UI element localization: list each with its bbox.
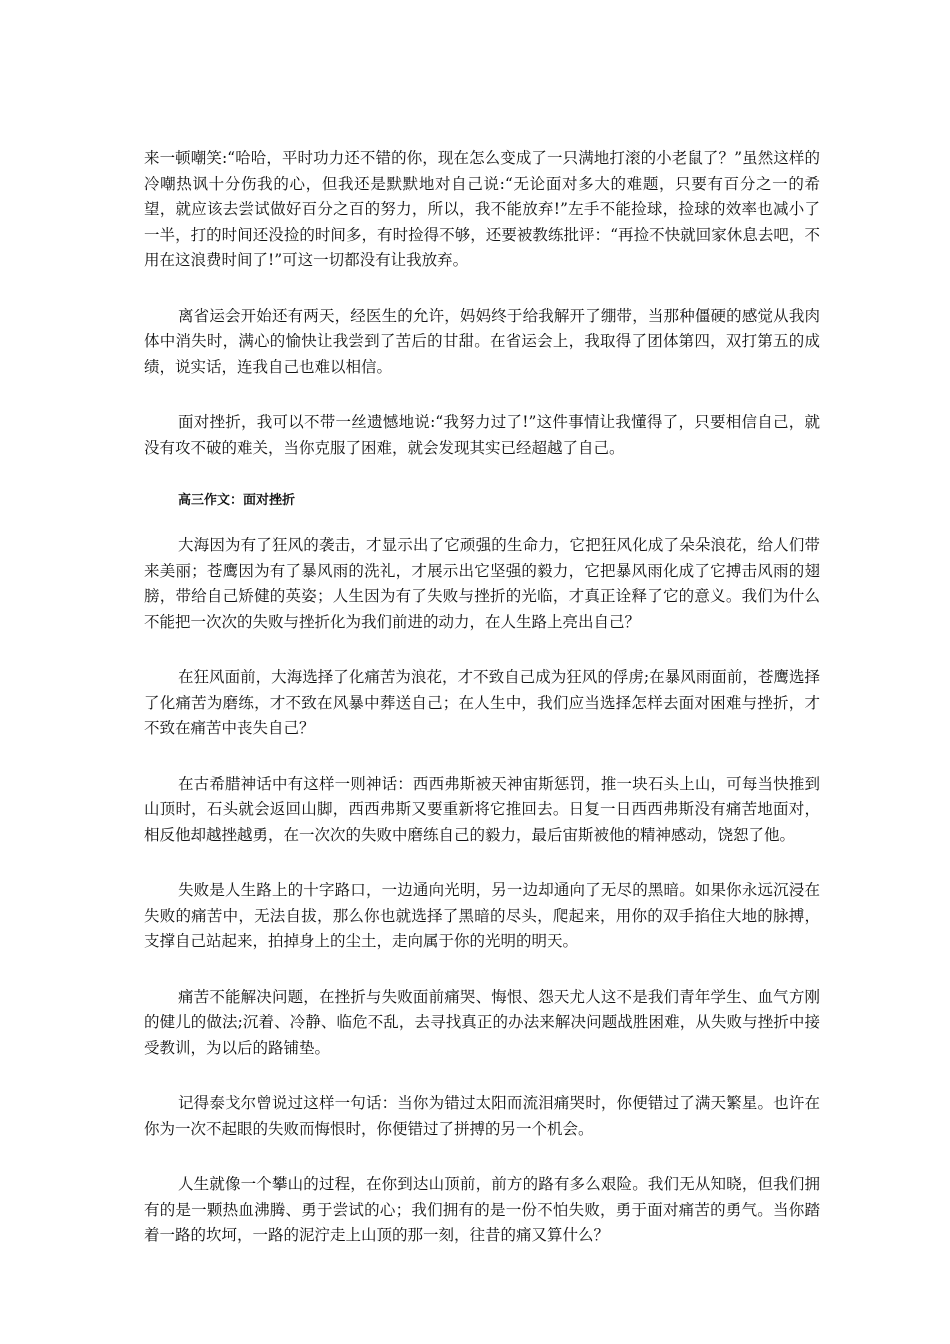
paragraph: 记得泰戈尔曾说过这样一句话：当你为错过太阳而流泪痛哭时，你便错过了满天繁星。也许在你为一次不起眼的失败而悔恨时，你便错过了拼搏的另一个机会。 (144, 1094, 820, 1138)
document-body (144, 146, 820, 1279)
paragraph: 离省运会开始还有两天，经医生的允许，妈妈终于给我解开了绷带，当那种僵硬的感觉从我肉体中消失时，满心的愉快让我尝到了苦后的甘甜。在省运会上，我取得了团体第四，双打第五的成绩，说实话，连我自己也难以相信。 (144, 306, 820, 376)
paragraph: 在古希腊神话中有这样一则神话：西西弗斯被天神宙斯惩罚，推一块石头上山，可每当快推到山顶时，石头就会返回山脚，西西弗斯又要重新将它推回去。日复一日西西弗斯没有痛苦地面对，相反他却越挫越勇，在一次次的失败中磨练自己的毅力，最后宙斯被他的精神感动，饶恕了他。 (144, 774, 820, 844)
paragraph: 在狂风面前，大海选择了化痛苦为浪花，才不致自己成为狂风的俘虏;在暴风雨面前，苍鹰选择了化痛苦为磨练，才不致在风暴中葬送自己；在人生中，我们应当选择怎样去面对困难与挫折，才不致在痛苦中丧失自己？ (144, 668, 820, 737)
paragraph: 面对挫折，我可以不带一丝遗憾地说:“我努力过了!”这件事情让我懂得了，只要相信自己，就没有攻不破的难关，当你克服了困难，就会发现其实已经超越了自己。 (144, 413, 820, 457)
paragraph: 人生就像一个攀山的过程，在你到达山顶前，前方的路有多么艰险。我们无从知晓，但我们拥有的是一颗热血沸腾、勇于尝试的心；我们拥有的是一份不怕失败，勇于面对痛苦的勇气。当你踏着一路的坎坷，一路的泥泞走上山顶的那一刻，往昔的痛又算什么？ (144, 1175, 820, 1244)
paragraph-continued: 来一顿嘲笑:“哈哈，平时功力还不错的你，现在怎么变成了一只满地打滚的小老鼠了？”虽然这样的冷嘲热讽十分伤我的心，但我还是默默地对自己说:“无论面对多大的难题，只要有百分之一的希望，就应该去尝试做好百分之百的努力，所以，我不能放弃!”左手不能捡球，捡球的效率也减小了一半，打的时间还没捡的时间多，有时捡得不够，还要被教练批评：“再捡不快就回家休息去吧，不用在这浪费时间了!”可这一切都没有让我放弃。 (144, 149, 820, 269)
section-title: 高三作文：面对挫折 (178, 493, 296, 508)
paragraph: 失败是人生路上的十字路口，一边通向光明，另一边却通向了无尽的黑暗。如果你永远沉浸在失败的痛苦中，无法自拔，那么你也就选择了黑暗的尽头，爬起来，用你的双手掐住大地的脉搏，支撑自己站起来，拍掉身上的尘土，走向属于你的光明的明天。 (144, 881, 820, 950)
paragraph: 痛苦不能解决问题，在挫折与失败面前痛哭、悔恨、怨天尤人这不是我们青年学生、血气方刚的健儿的做法;沉着、冷静、临危不乱，去寻找真正的办法来解决问题战胜困难，从失败与挫折中接受教训，为以后的路铺垫。 (144, 987, 820, 1057)
paragraph: 大海因为有了狂风的袭击，才显示出了它顽强的生命力，它把狂风化成了朵朵浪花，给人们带来美丽；苍鹰因为有了暴风雨的洗礼，才展示出它坚强的毅力，它把暴风雨化成了它搏击风雨的翅膀，带给自己矫健的英姿；人生因为有了失败与挫折的光临，才真正诠释了它的意义。我们为什么不能把一次次的失败与挫折化为我们前进的动力，在人生路上亮出自己？ (144, 536, 820, 631)
